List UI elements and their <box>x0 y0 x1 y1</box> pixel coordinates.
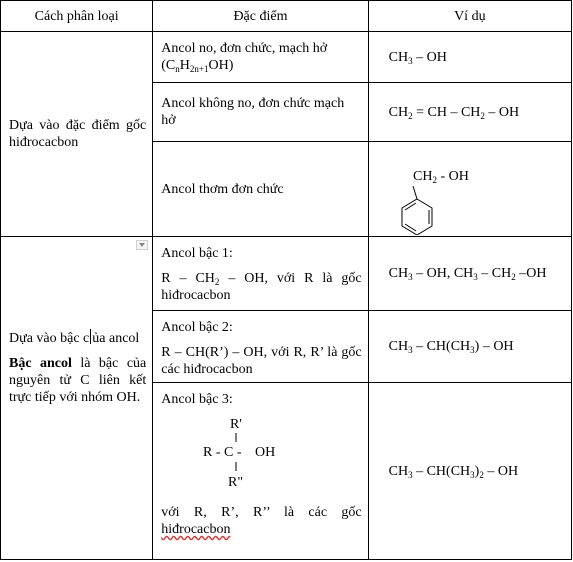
example-cell: $CH_3$ – OH <box>368 32 571 83</box>
header-row <box>1 1 572 32</box>
benzyl-alcohol-structure <box>369 143 572 235</box>
table-row <box>1 32 572 83</box>
table-row <box>1 237 572 311</box>
order-definition: Bậc ancol là bậc của nguyên tử C liên kết trực tiếp với nhóm OH. <box>9 356 147 405</box>
svg-text:R': R' <box>230 417 243 432</box>
example-cell <box>368 142 571 237</box>
feature-cell: Ancol bậc 1: R – $CH_2$ – OH, với R là gốc hiđrocacbon <box>153 237 368 311</box>
feature-cell: Ancol no, đơn chức, mạch hở $(C_nH_{2n+1}OH)$ <box>153 32 368 83</box>
group2-label: Dựa vào bậc c ủa ancol Bậc ancol là bậc của nguyên tử C liên kết trực tiếp với nhóm OH. <box>1 237 153 560</box>
formula: $(C_nH_{2n+1}OH)$ <box>161 58 234 74</box>
svg-text:R - C -: R - C - <box>203 445 242 460</box>
feature-cell: Ancol bậc 3: R' R - C - OH R" với R, R’, R’’ là các gốc hiđrocacbon <box>153 383 368 560</box>
svg-text:CH2 - OH: $CH_2$ - OH <box>412 169 469 185</box>
example-cell: $CH_3 - CH(CH_3)_2$ – OH <box>368 383 571 560</box>
svg-text:R": R" <box>228 475 244 490</box>
tertiary-alcohol-structure <box>199 412 329 492</box>
feature-cell: Ancol thơm đơn chức <box>153 142 368 237</box>
feature-cell: Ancol không no, đơn chức mạch hở <box>153 83 368 142</box>
svg-text:OH: OH <box>255 445 276 460</box>
group1-label: Dựa vào đặc điểm gốc hiđrocacbon <box>1 32 153 237</box>
example-cell: $CH_3 - CH(CH_3)$ – OH <box>368 311 571 383</box>
feature-cell: Ancol bậc 2: R – CH(R’) – OH, với R, R’ là gốc các hiđrocacbon <box>153 311 368 383</box>
example-cell: $CH_2$ = CH – $CH_2$ – OH <box>368 83 571 142</box>
header-example: Ví dụ <box>368 1 571 32</box>
cell-dropdown-icon[interactable] <box>136 240 148 250</box>
header-classification: Cách phân loại <box>1 1 153 32</box>
header-feature: Đặc điểm <box>153 1 368 32</box>
example-cell: $CH_3$ – OH, $CH_3 - CH_2$ –OH <box>368 237 571 311</box>
